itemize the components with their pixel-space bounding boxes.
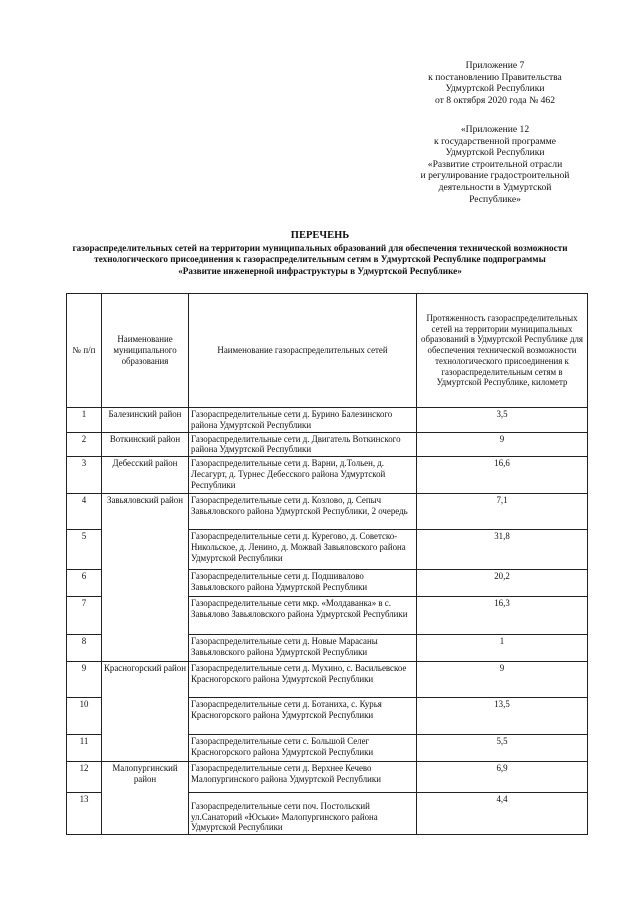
row-municipality: Красногорский район (102, 662, 189, 762)
row-num: 9 (67, 662, 102, 698)
table-row (67, 432, 588, 457)
header-network: Наименование газораспределительных сетей (189, 294, 417, 408)
heading-line: газораспределительных сетей на территории муниципальных образований для обеспечения технической возможности (72, 242, 568, 253)
row-length: 31,8 (417, 530, 588, 570)
table-row (67, 408, 588, 433)
row-length: 5,5 (417, 735, 588, 762)
row-municipality: Воткинский район (102, 432, 189, 457)
appendix-12-block (395, 124, 595, 205)
row-num: 7 (67, 597, 102, 635)
header-length: Протяженность газораспределительных сетей на территории муниципальных образований в Удмуртской Республике для обеспечения технической возможности технологического присоединения к газораспределительным сетям в Удмуртской Республике, километр (417, 294, 588, 408)
row-municipality: Дебесский район (102, 457, 189, 494)
row-network: Газораспределительные сети с. Большой Селег Красногорского района Удмуртской Республики (189, 735, 417, 762)
row-network: Газораспределительные сети д. Мухино, с. Васильевское Красногорского района Удмуртской Республики (189, 662, 417, 698)
row-length: 16,6 (417, 457, 588, 494)
row-length: 13,5 (417, 698, 588, 735)
row-num: 10 (67, 698, 102, 735)
row-num: 3 (67, 457, 102, 494)
row-municipality: Малопургинский район (102, 762, 189, 835)
row-num: 8 (67, 635, 102, 662)
row-length: 6,9 (417, 762, 588, 793)
row-length: 9 (417, 662, 588, 698)
header-num: № п/п (67, 294, 102, 408)
row-num: 5 (67, 530, 102, 570)
table-row (67, 494, 588, 530)
heading-line: «Развитие инженерной инфраструктуры в Удмуртской Республике» (178, 265, 462, 276)
header-municipality: Наименование муниципального образования (102, 294, 189, 408)
row-network: Газораспределительные сети д. Козлово, д. Сепыч Завьяловского района Удмуртской Республики, 2 очередь (189, 494, 417, 530)
row-num: 6 (67, 570, 102, 597)
row-network: Газораспределительные сети д. Бурино Балезинского района Удмуртской Республики (189, 408, 417, 433)
heading-line: технологического присоединения к газораспределительным сетям в Удмуртской Республике подпрограммы (94, 254, 546, 265)
table-row (67, 762, 588, 793)
appendix-line: Удмуртской Республики (445, 147, 545, 159)
appendix-line: к государственной программе (434, 135, 556, 147)
appendix-line: «Развитие строительной отрасли (427, 158, 563, 170)
appendix-line: к постановлению Правительства (428, 71, 562, 83)
row-length: 3,5 (417, 408, 588, 433)
table-row (67, 662, 588, 698)
table-header-row (67, 294, 588, 408)
row-length: 9 (417, 432, 588, 457)
row-municipality: Балезинский район (102, 408, 189, 433)
row-network: Газораспределительные сети д. Ботаниха, с. Курья Красногорского района Удмуртской Республики (189, 698, 417, 735)
table-row (67, 457, 588, 494)
row-length: 16,3 (417, 597, 588, 635)
row-network: Газораспределительные сети д. Варни, д.Тольен, д. Лесагурт, д. Турнес Дебесского района Удмуртской Республики (189, 457, 417, 494)
row-network: Газораспределительные сети поч. Постольский ул.Санаторий «Юськи» Малопургинского района Удмуртской Республики (189, 793, 417, 835)
appendix-line: Приложение 7 (465, 60, 525, 71)
row-length: 4,4 (417, 793, 588, 835)
row-municipality: Завьяловский район (102, 494, 189, 662)
appendix-line: от 8 октября 2020 года № 462 (434, 94, 556, 106)
row-length: 1 (417, 635, 588, 662)
row-network: Газораспределительные сети д. Верхнее Кечево Малопургинского района Удмуртской Республики (189, 762, 417, 793)
appendix-line: Удмуртской Республики (445, 83, 545, 95)
row-num: 2 (67, 432, 102, 457)
gas-network-table (66, 293, 588, 835)
row-length: 20,2 (417, 570, 588, 597)
row-network: Газораспределительные сети д. Двигатель Воткинского района Удмуртской Республики (189, 432, 417, 457)
row-num: 11 (67, 735, 102, 762)
row-length: 7,1 (417, 494, 588, 530)
row-network: Газораспределительные сети д. Подшивалово Завьяловского района Удмуртской Республики (189, 570, 417, 597)
row-network: Газораспределительные сети д. Новые Марасаны Завьяловского района Удмуртской Республики (189, 635, 417, 662)
appendix-line: Республике» (469, 193, 521, 205)
row-num: 13 (67, 793, 102, 835)
appendix-line: деятельности в Удмуртской (438, 181, 552, 193)
row-num: 4 (67, 494, 102, 530)
row-num: 1 (67, 408, 102, 433)
row-network: Газораспределительные сети д. Курегово, д. Советско-Никольское, д. Ленино, д. Можвай Завьяловского района Удмуртской Республики (189, 530, 417, 570)
appendix-line: «Приложение 12 (460, 124, 530, 135)
row-num: 12 (67, 762, 102, 793)
document-heading (40, 230, 600, 277)
document-title: ПЕРЕЧЕНЬ (290, 230, 350, 241)
row-network: Газораспределительные сети мкр. «Молдаванка» в с. Завьялово Завьяловского района Удмуртской Республики (189, 597, 417, 635)
appendix-7-block (395, 60, 595, 106)
appendix-line: и регулирование градостроительной (420, 170, 570, 182)
